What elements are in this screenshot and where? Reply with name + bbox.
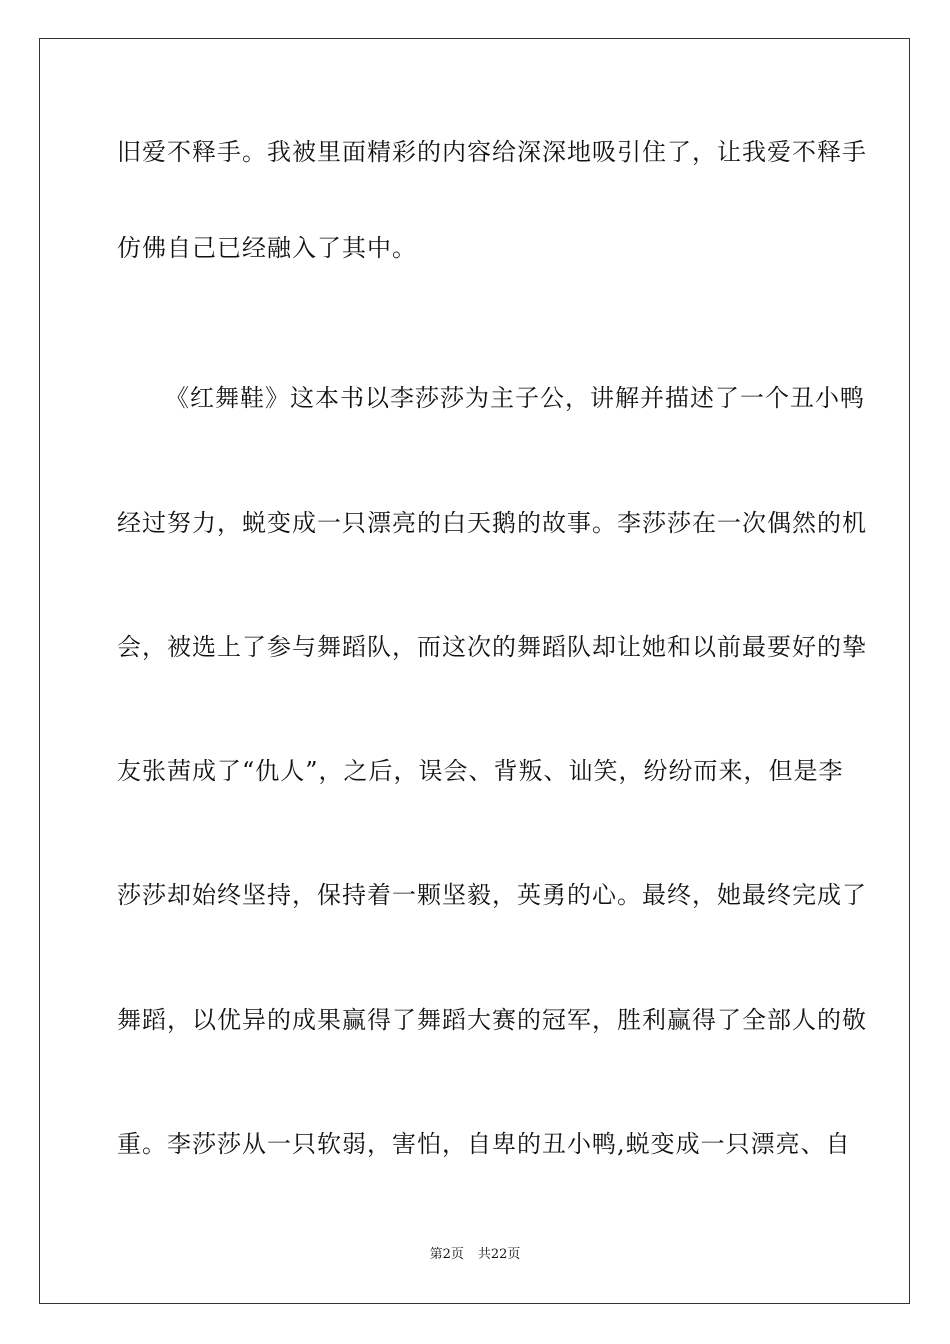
page-footer — [0, 1246, 950, 1264]
paragraph-line-5: 会，被选上了参与舞蹈队，而这次的舞蹈队却让她和以前最要好的挚 — [117, 633, 867, 661]
paragraph-line-4: 经过努力，蜕变成一只漂亮的白天鹅的故事。李莎莎在一次偶然的机 — [117, 509, 867, 537]
paragraph-line-3: 《红舞鞋》这本书以李莎莎为主子公，讲解并描述了一个丑小鸭 — [165, 384, 865, 412]
paragraph-line-6: 友张茜成了“仇人”，之后，误会、背叛、讪笑，纷纷而来，但是李 — [117, 757, 844, 785]
paragraph-line-8: 舞蹈，以优异的成果赢得了舞蹈大赛的冠军，胜利赢得了全部人的敬 — [117, 1006, 867, 1034]
paragraph-line-2: 仿佛自己已经融入了其中。 — [117, 234, 417, 262]
page-total: 共22页 — [477, 1247, 521, 1262]
page-number: 第2页 — [429, 1247, 464, 1262]
paragraph-line-9: 重。李莎莎从一只软弱，害怕，自卑的丑小鸭,蜕变成一只漂亮、自 — [117, 1130, 851, 1158]
paragraph-line-1: 旧爱不释手。我被里面精彩的内容给深深地吸引住了，让我爱不释手 — [117, 138, 867, 166]
paragraph-line-7: 莎莎却始终坚持，保持着一颗坚毅，英勇的心。最终，她最终完成了 — [117, 881, 867, 909]
page-frame — [39, 38, 910, 1304]
